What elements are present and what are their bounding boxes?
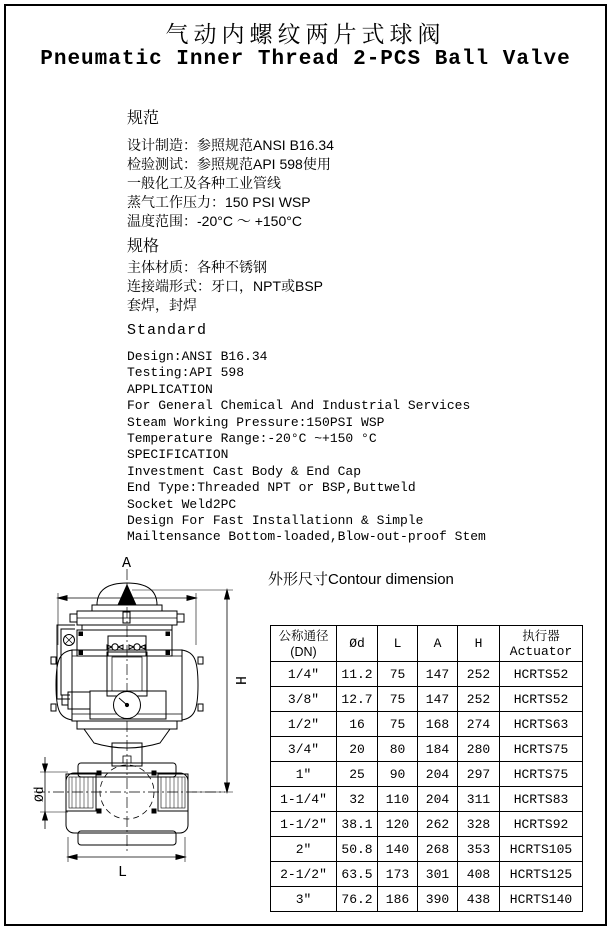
- header-dn-en: (DN): [290, 644, 317, 659]
- header-h: H: [458, 626, 500, 662]
- cap-bolt: [51, 657, 56, 664]
- table-cell: 301: [418, 862, 458, 887]
- dim-od-arrow-bottom: [43, 812, 48, 820]
- spec-cn-line: 温度范围：-20°C ～ +150°C: [127, 213, 302, 229]
- contour-dimension-heading: 外形尺寸Contour dimension: [268, 571, 454, 588]
- dimension-table: [270, 625, 583, 912]
- dim-h-arrow-top: [225, 590, 230, 599]
- standard-line: Temperature Range:-20°C ~+150 °C: [127, 431, 377, 447]
- seat: [97, 771, 101, 775]
- table-cell: 1-1/2": [271, 812, 337, 837]
- vent-fitting: [107, 644, 145, 650]
- table-cell: HCRTS63: [500, 712, 583, 737]
- title-chinese: 气动内螺纹两片式球阀: [165, 21, 446, 47]
- section-spec-cn: [127, 108, 334, 231]
- table-cell: 390: [418, 887, 458, 912]
- table-cell: 184: [418, 737, 458, 762]
- dim-label-l: L: [118, 864, 128, 881]
- table-cell: 76.2: [337, 887, 378, 912]
- dim-h-arrow-bottom: [225, 783, 230, 792]
- cap-bolt: [51, 704, 56, 711]
- table-row: [271, 737, 583, 762]
- table-cell: 2": [271, 837, 337, 862]
- dim-a-arrow-right: [187, 596, 196, 601]
- header-dn: [271, 626, 337, 662]
- table-cell: 120: [378, 812, 418, 837]
- header-actuator-en: Actuator: [509, 643, 573, 659]
- standard-line: Mailtensance Bottom-loaded,Blow-out-proof Stem: [127, 529, 486, 545]
- standard-line: End Type:Threaded NPT or BSP,Buttweld: [127, 480, 416, 496]
- indicator-pointer: [118, 585, 136, 605]
- standard-line: Design For Fast Installationn & Simple: [127, 513, 424, 529]
- header-l: L: [378, 626, 418, 662]
- title-english: Pneumatic Inner Thread 2-PCS Ball Valve: [40, 48, 571, 71]
- threaded-end-right: [158, 774, 188, 811]
- dim-l-arrow-left: [68, 855, 77, 860]
- spec2-cn-lines: [127, 258, 323, 315]
- table-cell: 274: [458, 712, 500, 737]
- dim-label-od: Ød: [32, 786, 47, 802]
- cap-bolt: [198, 704, 203, 711]
- table-cell: 12.7: [337, 687, 378, 712]
- spec-cn-line: 一般化工及各种工业管线: [127, 175, 281, 191]
- actuator-endcap-right: [182, 650, 198, 720]
- header-actuator: [500, 626, 583, 662]
- switch-box-lug-left: [70, 614, 77, 622]
- table-cell: 63.5: [337, 862, 378, 887]
- table-cell: 204: [418, 762, 458, 787]
- table-row: [271, 887, 583, 912]
- standard-line: SPECIFICATION: [127, 447, 229, 463]
- table-cell: HCRTS140: [500, 887, 583, 912]
- table-cell: 2-1/2": [271, 862, 337, 887]
- switch-box-lug-right: [177, 614, 184, 622]
- table-cell: HCRTS75: [500, 737, 583, 762]
- table-cell: HCRTS52: [500, 662, 583, 687]
- table-cell: 3/8": [271, 687, 337, 712]
- spec2-cn-heading: 规格: [127, 238, 160, 255]
- table-row: [271, 837, 583, 862]
- table-cell: 147: [418, 662, 458, 687]
- table-cell: HCRTS83: [500, 787, 583, 812]
- table-cell: 1/4": [271, 662, 337, 687]
- table-header-row: [271, 626, 583, 662]
- table-cell: 311: [458, 787, 500, 812]
- standard-line: Steam Working Pressure:150PSI WSP: [127, 414, 385, 430]
- table-cell: 140: [378, 837, 418, 862]
- table-cell: 268: [418, 837, 458, 862]
- spec-cn-heading: 规范: [127, 110, 160, 127]
- spec-cn-line: 设计制造：参照规范ANSI B16.34: [127, 137, 334, 153]
- dim-a-arrow-left: [58, 596, 67, 601]
- header-od: Ød: [337, 626, 378, 662]
- seat: [152, 809, 156, 813]
- table-cell: 147: [418, 687, 458, 712]
- spec-cn-line: 蒸气工作压力：150 PSI WSP: [127, 194, 311, 210]
- table-cell: 75: [378, 687, 418, 712]
- table-cell: 438: [458, 887, 500, 912]
- table-cell: 110: [378, 787, 418, 812]
- dimension-table-body: [271, 662, 583, 912]
- standard-line: Socket Weld2PC: [127, 496, 237, 512]
- filter-block: [68, 692, 90, 709]
- table-cell: 90: [378, 762, 418, 787]
- table-cell: 75: [378, 712, 418, 737]
- dim-l-arrow-right: [176, 855, 185, 860]
- standard-lines: [127, 349, 486, 546]
- dim-label-a: A: [122, 555, 132, 572]
- table-cell: 280: [458, 737, 500, 762]
- table-row: [271, 862, 583, 887]
- table-cell: 408: [458, 862, 500, 887]
- table-cell: 16: [337, 712, 378, 737]
- table-row: [271, 787, 583, 812]
- filter-port: [62, 695, 68, 705]
- spec-cn-line: 检验测试：参照规范API 598使用: [127, 156, 331, 172]
- standard-line: Investment Cast Body & End Cap: [127, 463, 362, 479]
- standard-heading: Standard: [127, 322, 208, 339]
- threaded-end-left: [66, 774, 96, 811]
- table-cell: 75: [378, 662, 418, 687]
- table-cell: 80: [378, 737, 418, 762]
- table-cell: HCRTS105: [500, 837, 583, 862]
- table-cell: 252: [458, 687, 500, 712]
- header-a: A: [418, 626, 458, 662]
- seat: [152, 771, 156, 775]
- table-cell: 262: [418, 812, 458, 837]
- table-cell: HCRTS92: [500, 812, 583, 837]
- section-spec2-cn: [127, 236, 323, 315]
- table-cell: 1-1/4": [271, 787, 337, 812]
- table-row: [271, 712, 583, 737]
- table-row: [271, 762, 583, 787]
- table-cell: 1": [271, 762, 337, 787]
- dim-label-h: H: [234, 675, 251, 685]
- spec2-cn-line: 套焊，封焊: [127, 297, 197, 313]
- table-cell: 252: [458, 662, 500, 687]
- table-cell: 11.2: [337, 662, 378, 687]
- table-row: [271, 812, 583, 837]
- table-cell: 50.8: [337, 837, 378, 862]
- spec2-cn-line: 主体材质：各种不锈钢: [127, 259, 267, 275]
- standard-line: Design:ANSI B16.34: [127, 349, 268, 364]
- spec-cn-lines: [127, 136, 334, 231]
- table-row: [271, 662, 583, 687]
- spec2-cn-line: 连接端形式：牙口，NPT或BSP: [127, 278, 324, 294]
- dim-od-arrow-top: [43, 764, 48, 772]
- switch-box-center-block: [123, 612, 130, 623]
- table-cell: 204: [418, 787, 458, 812]
- cap-bolt: [198, 657, 203, 664]
- table-cell: 32: [337, 787, 378, 812]
- header-dn-cn: 公称通径: [278, 628, 329, 643]
- table-cell: HCRTS125: [500, 862, 583, 887]
- seat: [97, 809, 101, 813]
- table-cell: 3": [271, 887, 337, 912]
- valve-technical-drawing: [20, 553, 270, 885]
- table-cell: 328: [458, 812, 500, 837]
- table-cell: 3/4": [271, 737, 337, 762]
- standard-line: Testing:API 598: [127, 365, 245, 381]
- table-cell: 168: [418, 712, 458, 737]
- section-standard-en: [127, 322, 486, 546]
- header-actuator-cn: 执行器: [522, 628, 560, 643]
- table-cell: 38.1: [337, 812, 378, 837]
- table-cell: HCRTS75: [500, 762, 583, 787]
- table-cell: 25: [337, 762, 378, 787]
- standard-line: APPLICATION: [127, 381, 213, 397]
- table-cell: 186: [378, 887, 418, 912]
- table-cell: 1/2": [271, 712, 337, 737]
- table-cell: 20: [337, 737, 378, 762]
- table-cell: HCRTS52: [500, 687, 583, 712]
- table-cell: 353: [458, 837, 500, 862]
- table-cell: 297: [458, 762, 500, 787]
- standard-line: For General Chemical And Industrial Services: [127, 398, 471, 414]
- table-cell: 173: [378, 862, 418, 887]
- table-row: [271, 687, 583, 712]
